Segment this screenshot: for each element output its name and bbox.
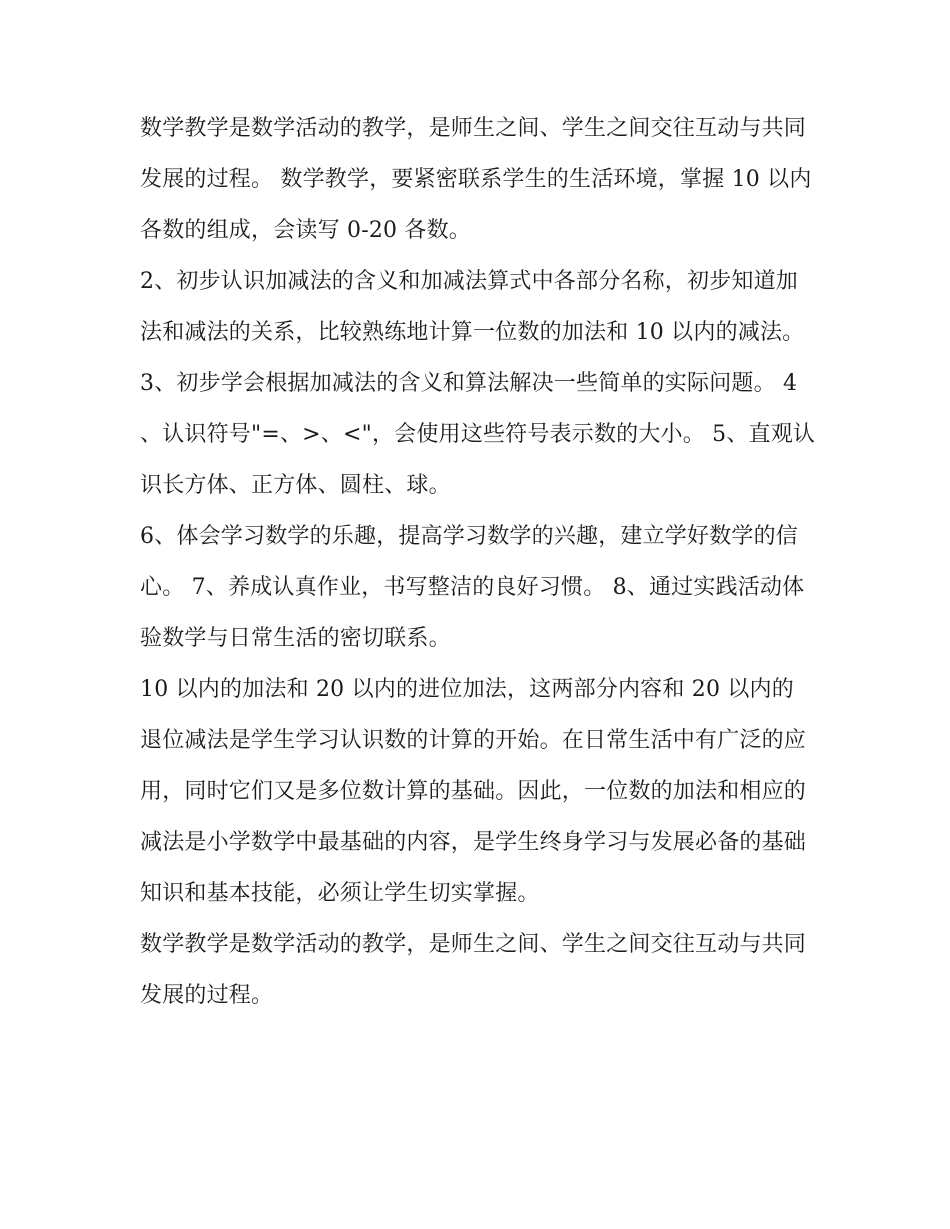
document-body [140, 103, 816, 1021]
paragraph-1: 数学教学是数学活动的教学，是师生之间、学生之间交往互动与共同发展的过程。 数学教学，要紧密联系学生的生活环境，掌握 10 以内各数的组成，会读写 0-20 各数。 [140, 116, 812, 243]
paragraph-5: 10 以内的加法和 20 以内的进位加法，这两部分内容和 20 以内的退位减法是学生学习认识数的计算的开始。在日常生活中有广泛的应用，同时它们又是多位数计算的基础。因此，一位数的加法和相应的减法是小学数学中最基础的内容，是学生终身学习与发展必备的基础知识和基本技能，必须让学生切实掌握。 [140, 677, 807, 906]
paragraph-2: 2、初步认识加减法的含义和加减法算式中各部分名称，初步知道加法和减法的关系，比较熟练地计算一位数的加法和 10 以内的减法。 [140, 269, 805, 345]
paragraph-3: 3、初步学会根据加减法的含义和算法解决一些简单的实际问题。 4、认识符号"=、>、<"，会使用这些符号表示数的大小。 5、直观认识长方体、正方体、圆柱、球。 [140, 371, 816, 498]
paragraph-6: 数学教学是数学活动的教学，是师生之间、学生之间交往互动与共同发展的过程。 [140, 932, 807, 1008]
paragraph-4: 6、体会学习数学的乐趣，提高学习数学的兴趣，建立学好数学的信心。 7、养成认真作业，书写整洁的良好习惯。 8、通过实践活动体验数学与日常生活的密切联系。 [140, 524, 805, 651]
